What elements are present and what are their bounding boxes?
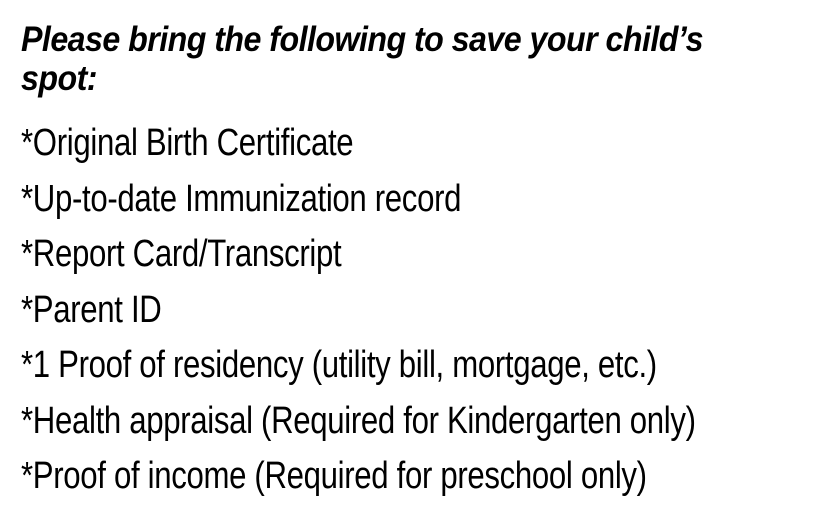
list-item-birth-certificate: *Original Birth Certificate — [21, 122, 354, 164]
notice-heading: Please bring the following to save your child’s spot: — [21, 20, 704, 98]
list-item-parent-id: *Parent ID — [21, 288, 162, 331]
list-item-report-card: *Report Card/Transcript — [21, 233, 342, 275]
list-item-health-appraisal: *Health appraisal (Required for Kindergarten only) — [21, 399, 696, 442]
list-item-proof-of-income: *Proof of income (Required for preschool only) — [21, 455, 647, 497]
list-item-immunization-record: *Up-to-date Immunization record — [21, 177, 462, 220]
list-item-proof-of-residency: *1 Proof of residency (utility bill, mortgage, etc.) — [21, 344, 657, 386]
required-documents-list — [21, 116, 828, 505]
